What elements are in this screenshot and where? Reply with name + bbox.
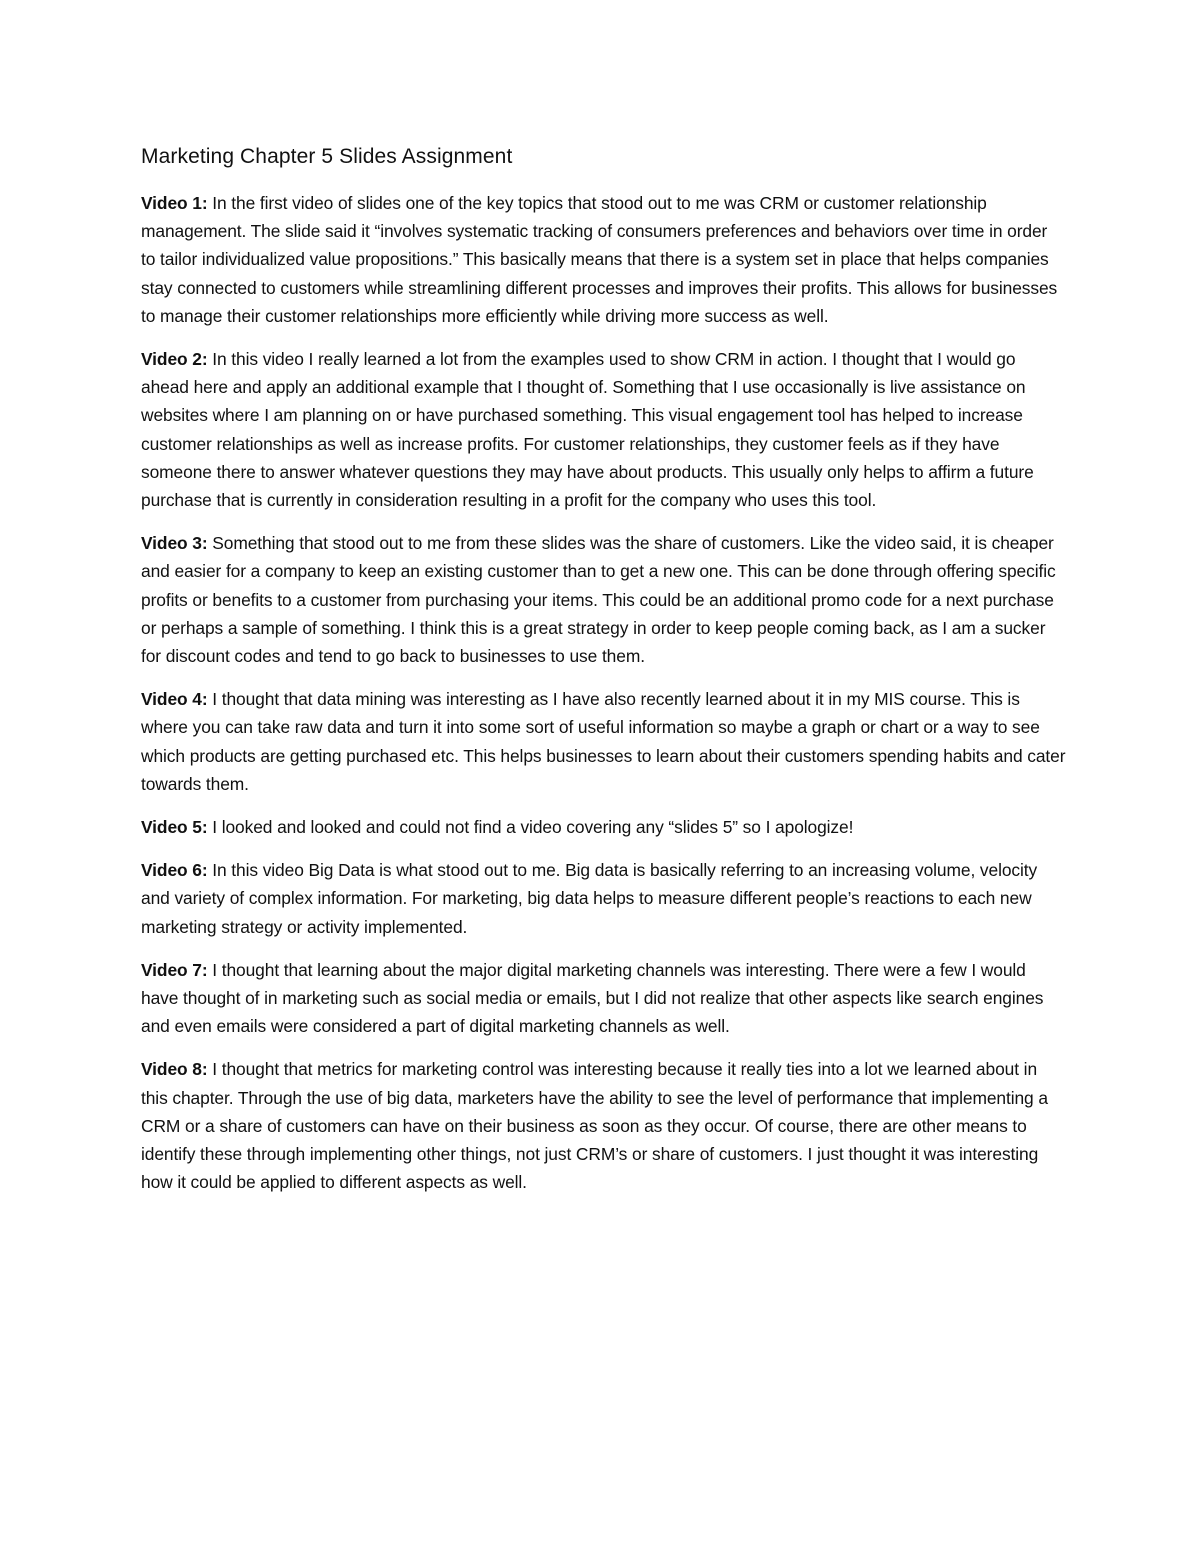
paragraph-label: Video 6: — [141, 860, 208, 881]
document-body — [141, 143, 1066, 1212]
paragraph-video-5 — [141, 813, 1066, 841]
paragraph-video-3 — [141, 529, 1066, 670]
paragraph-video-1 — [141, 189, 1066, 330]
paragraph-video-6 — [141, 856, 1066, 941]
paragraph-video-4 — [141, 685, 1066, 798]
paragraph-text: In this video I really learned a lot from the examples used to show CRM in action. I thought that I would go ahead here and apply an additional example that I thought of. Something that I use occasionally is live assistance on websites where I am planning on or have purchased something. This visual engagement tool has helped to increase customer relationships as well as increase profits. For customer relationships, they customer feels as if they have someone there to answer whatever questions they may have about products. This usually only helps to affirm a future purchase that is currently in consideration resulting in a profit for the company who uses this tool. — [141, 349, 1034, 511]
paragraph-label: Video 7: — [141, 959, 208, 980]
paragraph-video-2 — [141, 345, 1066, 514]
paragraph-video-8 — [141, 1055, 1066, 1196]
document-title: Marketing Chapter 5 Slides Assignment — [141, 145, 513, 168]
paragraph-text: Something that stood out to me from these slides was the share of customers. Like the video said, it is cheaper and easier for a company to keep an existing customer than to get a new one. This can be done through offering specific profits or benefits to a customer from purchasing your items. This could be an additional promo code for a next purchase or perhaps a sample of something. I think this is a great strategy in order to keep people coming back, as I am a sucker for discount codes and tend to go back to businesses to use them. — [141, 533, 1056, 667]
paragraph-text: I thought that metrics for marketing control was interesting because it really ties into a lot we learned about in this chapter. Through the use of big data, marketers have the ability to see the level of performance that implementing a CRM or a share of customers can have on their business as soon as they occur. Of course, there are other means to identify these through implementing other things, not just CRM’s or share of customers. I just thought it was interesting how it could be applied to different aspects as well. — [141, 1059, 1048, 1193]
paragraph-video-7 — [141, 956, 1066, 1041]
paragraph-label: Video 1: — [141, 193, 208, 213]
paragraph-text: In this video Big Data is what stood out to me. Big data is basically referring to an increasing volume, velocity and variety of complex information. For marketing, big data helps to measure different people’s reactions to each new marketing strategy or activity implemented. — [141, 860, 1038, 937]
paragraph-label: Video 3: — [141, 533, 208, 554]
paragraph-label: Video 5: — [141, 817, 208, 838]
paragraph-label: Video 2: — [141, 349, 208, 370]
paragraph-label: Video 4: — [141, 689, 208, 710]
paragraph-text: I looked and looked and could not find a video covering any “slides 5” so I apologize! — [207, 817, 854, 838]
paragraph-text: I thought that data mining was interesting as I have also recently learned about it in my MIS course. This is where you can take raw data and turn it into some sort of useful information so maybe a graph or chart or a way to see which products are getting purchased etc. This helps businesses to learn about their customers spending habits and cater towards them. — [141, 689, 1066, 794]
paragraph-text: I thought that learning about the major digital marketing channels was interesting. There were a few I would have thought of in marketing such as social media or emails, but I did not realize that other aspects like search engines and even emails were considered a part of digital marketing channels as well. — [141, 959, 1044, 1037]
paragraph-text: In the first video of slides one of the key topics that stood out to me was CRM or customer relationship management. The slide said it “involves systematic tracking of consumers preferences and behaviors over time in order to tailor individualized value propositions.” This basically means that there is a system set in place that helps companies stay connected to customers while streamlining different processes and improves their profits. This allows for businesses to manage their customer relationships more efficiently while driving more success as well. — [141, 193, 1058, 326]
paragraph-label: Video 8: — [141, 1059, 208, 1080]
